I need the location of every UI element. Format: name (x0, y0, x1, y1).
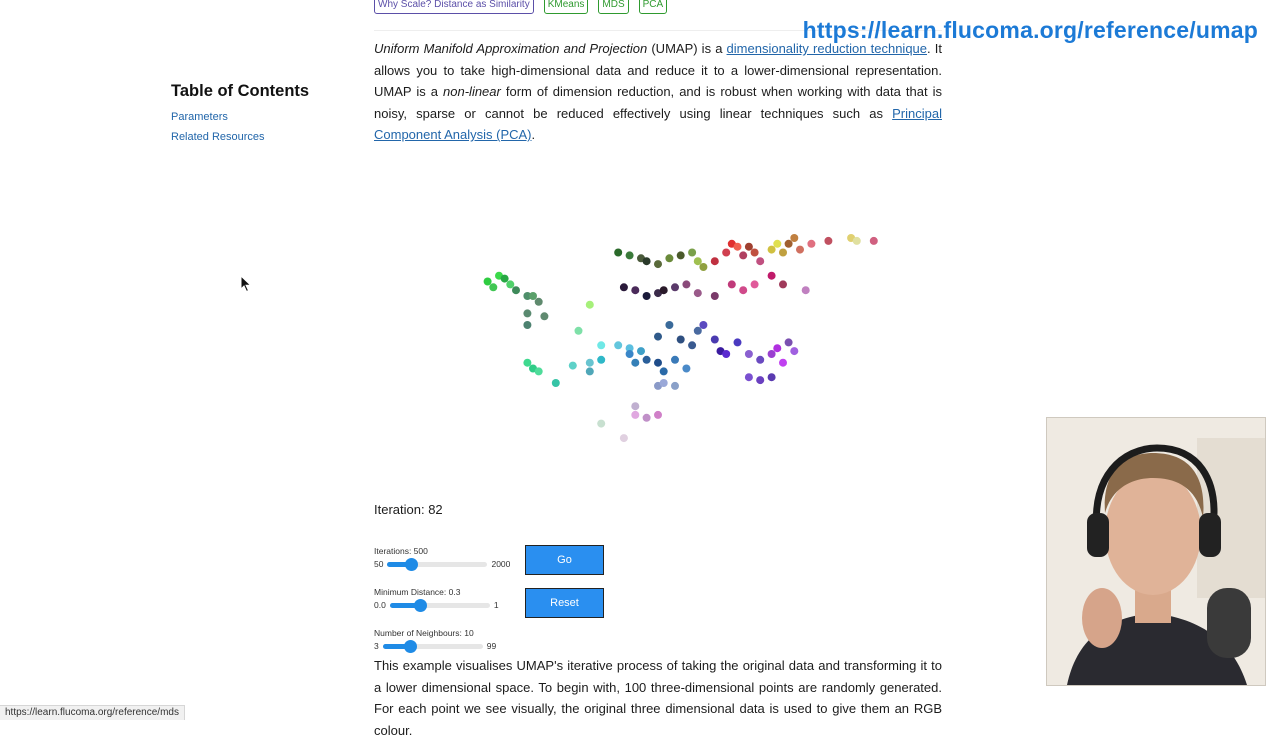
umap-point (688, 249, 696, 257)
umap-point (654, 333, 662, 341)
umap-point (768, 373, 776, 381)
umap-point (734, 338, 742, 346)
umap-point (540, 312, 548, 320)
tag-pca[interactable]: PCA (639, 0, 668, 14)
toc-link-related-resources[interactable]: Related Resources (171, 131, 265, 143)
umap-point (802, 286, 810, 294)
umap-point (677, 336, 685, 344)
umap-point (807, 240, 815, 248)
intro-text-2: . It allows you to take high-dimensional data and reduce it to a lower-dimensional representation. UMAP is a (374, 41, 942, 100)
umap-point (506, 280, 514, 288)
umap-point (631, 411, 639, 419)
umap-point (682, 280, 690, 288)
umap-point (597, 356, 605, 364)
umap-point (671, 356, 679, 364)
intro-text-3: form of dimension reduction, and is robust when working with data that is noisy, sparse or cannot be reduced effectively using linear techniques such as (374, 84, 942, 121)
min-distance-slider-group (374, 587, 499, 612)
webcam-presenter-video (1046, 417, 1266, 686)
umap-point (643, 414, 651, 422)
umap-point (523, 321, 531, 329)
umap-point (785, 240, 793, 248)
umap-point (699, 263, 707, 271)
umap-point (756, 257, 764, 265)
umap-point (575, 327, 583, 335)
umap-point (682, 365, 690, 373)
iterations-slider[interactable] (387, 562, 487, 567)
umap-point (529, 292, 537, 300)
neighbours-slider-thumb[interactable] (404, 640, 417, 653)
link-status-bar: https://learn.flucoma.org/reference/mds (0, 705, 185, 720)
umap-point (660, 286, 668, 294)
intro-term: Uniform Manifold Approximation and Projection (374, 41, 648, 56)
umap-point (552, 379, 560, 387)
go-button[interactable]: Go (525, 545, 604, 575)
min-distance-slider-min: 0.0 (374, 600, 386, 610)
umap-point (586, 367, 594, 375)
umap-point (745, 373, 753, 381)
umap-point (688, 341, 696, 349)
umap-point (790, 347, 798, 355)
umap-point (694, 327, 702, 335)
umap-point (751, 249, 759, 257)
intro-emphasis: non-linear (443, 84, 501, 100)
umap-point (626, 350, 634, 358)
umap-point (739, 286, 747, 294)
umap-point (512, 286, 520, 294)
neighbours-slider-group (374, 628, 496, 653)
umap-point (779, 249, 787, 257)
iteration-counter: Iteration: 82 (374, 502, 443, 517)
iterations-slider-min: 50 (374, 559, 384, 569)
min-distance-slider[interactable] (390, 603, 490, 608)
mouse-cursor-icon (240, 275, 252, 293)
umap-point (665, 254, 673, 262)
umap-point (586, 359, 594, 367)
umap-point (779, 280, 787, 288)
umap-point (711, 257, 719, 265)
umap-point (626, 251, 634, 259)
tag-mds[interactable]: MDS (598, 0, 628, 14)
umap-point (722, 249, 730, 257)
umap-point (597, 420, 605, 428)
umap-point (773, 344, 781, 352)
umap-point (711, 292, 719, 300)
toc-link-parameters[interactable]: Parameters (171, 111, 228, 123)
umap-point (677, 251, 685, 259)
umap-point (569, 362, 577, 370)
presenter-silhouette (1047, 418, 1265, 685)
umap-point (768, 246, 776, 254)
min-distance-slider-thumb[interactable] (414, 599, 427, 612)
umap-point (768, 350, 776, 358)
umap-point (489, 283, 497, 291)
umap-point (614, 341, 622, 349)
iterations-slider-thumb[interactable] (405, 558, 418, 571)
umap-point (620, 434, 628, 442)
umap-point (739, 251, 747, 259)
umap-point (660, 379, 668, 387)
iterations-slider-label: Iterations: 500 (374, 546, 428, 556)
umap-point (654, 359, 662, 367)
umap-point (523, 359, 531, 367)
umap-point (773, 240, 781, 248)
link-pca[interactable]: Principal Component Analysis (PCA) (374, 105, 942, 143)
toc-title: Table of Contents (171, 82, 310, 100)
umap-point (631, 286, 639, 294)
umap-point (779, 359, 787, 367)
umap-point (728, 280, 736, 288)
umap-point (722, 350, 730, 358)
umap-point (768, 272, 776, 280)
umap-point (535, 298, 543, 306)
umap-point (620, 283, 628, 291)
umap-point (699, 321, 707, 329)
umap-point (671, 382, 679, 390)
min-distance-slider-max: 1 (493, 600, 499, 610)
umap-point (711, 336, 719, 344)
umap-point (484, 278, 492, 286)
umap-point (824, 237, 832, 245)
min-distance-slider-label: Minimum Distance: 0.3 (374, 587, 461, 597)
umap-point (751, 280, 759, 288)
tag-why-scale[interactable]: Why Scale? Distance as Similarity (374, 0, 534, 14)
intro-text-4: . (531, 127, 536, 143)
tag-kmeans[interactable]: KMeans (544, 0, 589, 14)
umap-point (790, 234, 798, 242)
neighbours-slider-min: 3 (374, 641, 379, 651)
umap-point (535, 367, 543, 375)
umap-point (637, 347, 645, 355)
umap-point (665, 321, 673, 329)
umap-point (654, 260, 662, 268)
umap-point (501, 275, 509, 283)
umap-point (654, 411, 662, 419)
overlay-url-caption: https://learn.flucoma.org/reference/umap (802, 17, 1258, 43)
umap-point (631, 359, 639, 367)
umap-point (523, 309, 531, 317)
umap-point (694, 289, 702, 297)
iterations-slider-max: 2000 (491, 559, 511, 569)
neighbours-slider-max: 99 (486, 641, 497, 651)
umap-point (734, 243, 742, 251)
umap-point (614, 249, 622, 257)
umap-point (745, 243, 753, 251)
link-dimensionality-reduction[interactable]: dimensionality reduction technique (726, 41, 928, 56)
umap-point (745, 350, 753, 358)
umap-point (643, 356, 651, 364)
umap-point (671, 283, 679, 291)
umap-point (756, 376, 764, 384)
description-paragraph: This example visualises UMAP's iterative process of taking the original data and transforming it to a lower dimensional space. To begin with, 100 three-dimensional points are randomly generated. For each point we see visually, the original three dimensional data is used to give them an RGB colour. (374, 658, 942, 738)
umap-point (785, 338, 793, 346)
table-of-contents (171, 82, 309, 151)
intro-text-1: (UMAP) is a (647, 41, 727, 56)
intro-paragraph (374, 38, 942, 146)
umap-point (631, 402, 639, 410)
related-tags (374, 0, 667, 14)
umap-point (853, 237, 861, 245)
umap-point (796, 246, 804, 254)
umap-point (870, 237, 878, 245)
neighbours-slider[interactable] (383, 644, 483, 649)
umap-point (643, 292, 651, 300)
iterations-slider-group (374, 546, 510, 571)
umap-point (643, 257, 651, 265)
umap-point (660, 367, 668, 375)
neighbours-slider-label: Number of Neighbours: 10 (374, 628, 474, 638)
reset-button[interactable]: Reset (525, 588, 604, 618)
umap-scatter-visualisation (374, 180, 942, 470)
umap-point (694, 257, 702, 265)
umap-point (597, 341, 605, 349)
umap-point (586, 301, 594, 309)
umap-point (756, 356, 764, 364)
